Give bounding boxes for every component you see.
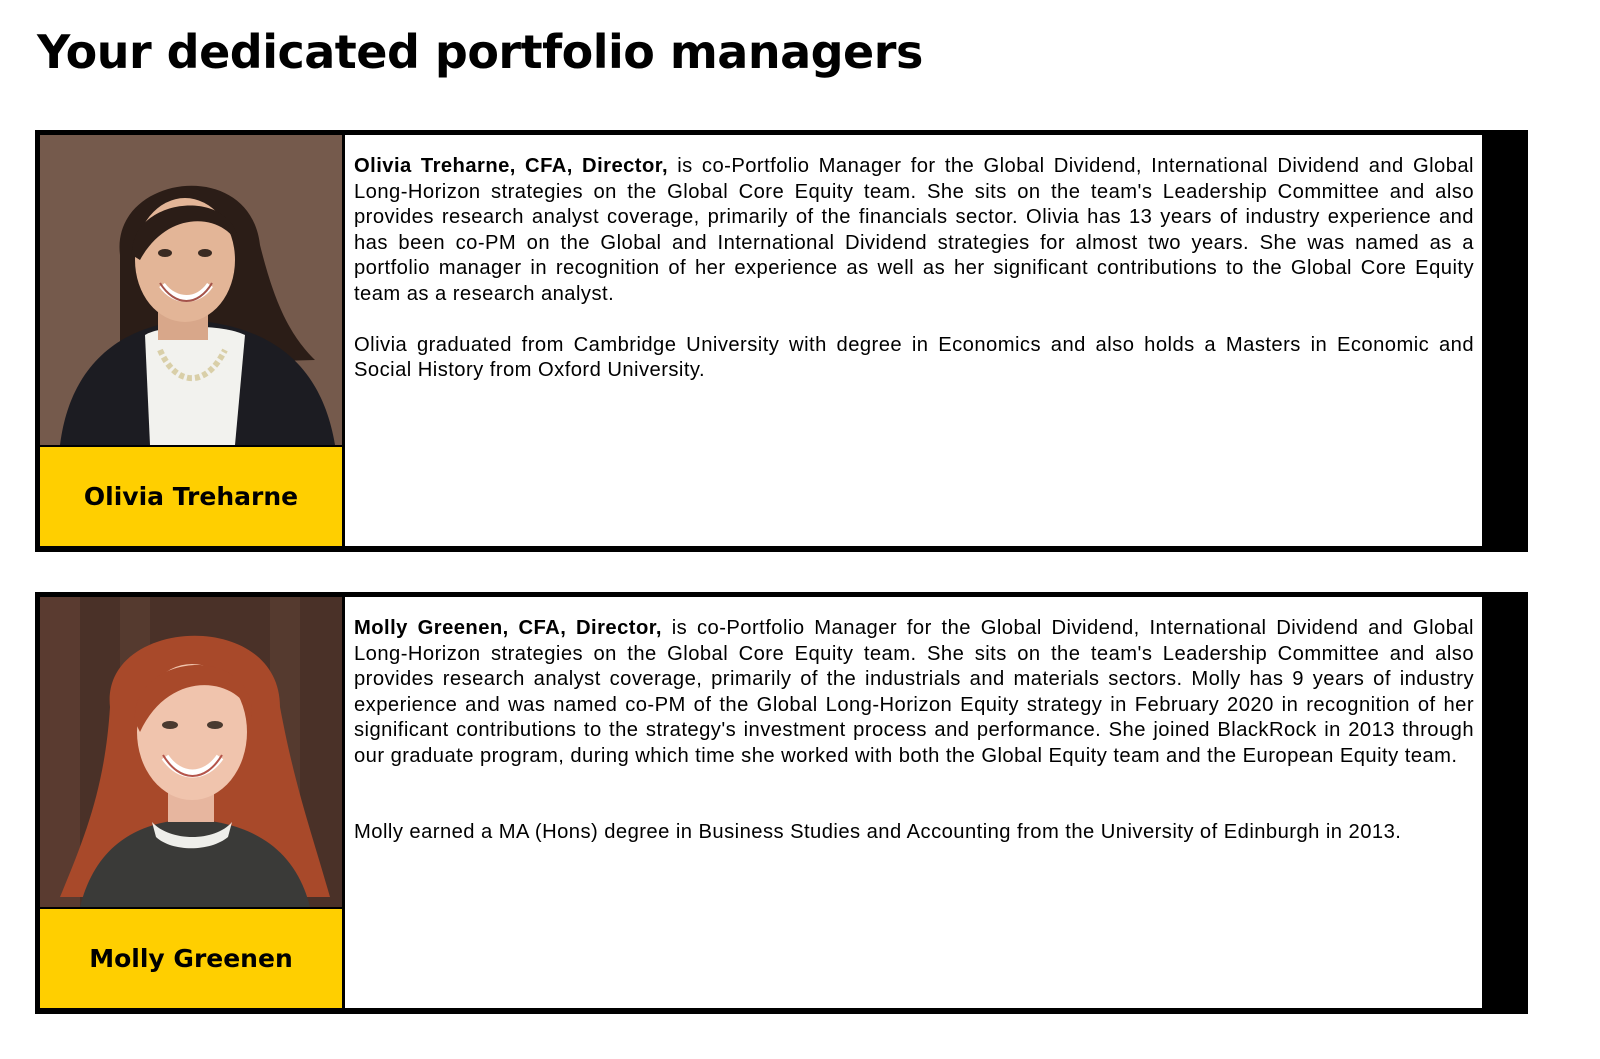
bio-education: Molly earned a MA (Hons) degree in Business Studies and Accounting from the University of Edinburgh in 2013. — [354, 820, 1402, 843]
bio-paragraph — [354, 154, 1474, 308]
manager-photo — [40, 597, 342, 907]
manager-name: Olivia Treharne — [83, 482, 299, 511]
manager-card-molly-greenen — [35, 592, 1528, 1014]
manager-card-olivia-treharne — [35, 130, 1528, 552]
bio-education: Olivia graduated from Cambridge University with degree in Economics and also holds a Masters in Economic and Social History from Oxford University. — [354, 333, 1474, 382]
page-title: Your dedicated portfolio managers — [37, 25, 923, 79]
bio-lead: Olivia Treharne, CFA, Director, — [354, 155, 669, 177]
bio-text: is co-Portfolio Manager for the Global Dividend, International Dividend and Global Long-Horizon strategies on the Global Core Equity team. She sits on the team's Leadership Committee and also provides research analyst coverage, primarily of the industrials and materials sectors. Molly has 9 years of industry experience and was named co-PM of the Global Long-Horizon Equity strategy in February 2020 in recognition of her significant contributions to the strategy's investment process and performance. She joined BlackRock in 2013 through our graduate program, during which time she worked with both the Global Equity team and the European Equity team. — [354, 617, 1474, 767]
manager-photo — [40, 135, 342, 445]
bio-lead: Molly Greenen, CFA, Director, — [354, 617, 662, 639]
bio-text: is co-Portfolio Manager for the Global Dividend, International Dividend and Global Long-Horizon strategies on the Global Core Equity team. She sits on the team's Leadership Committee and also provides research analyst coverage, primarily of the financials sector. Olivia has 13 years of industry experience and has been co-PM on the Global and International Dividend strategies for almost two years. She was named as a portfolio manager in recognition of her experience as well as her significant contributions to the Global Core Equity team as a research analyst. — [354, 155, 1474, 305]
manager-bio — [345, 135, 1482, 546]
manager-bio — [345, 597, 1482, 1008]
manager-name: Molly Greenen — [89, 944, 293, 973]
manager-name-plate — [40, 447, 342, 546]
bio-paragraph — [354, 616, 1474, 770]
manager-name-plate — [40, 909, 342, 1008]
